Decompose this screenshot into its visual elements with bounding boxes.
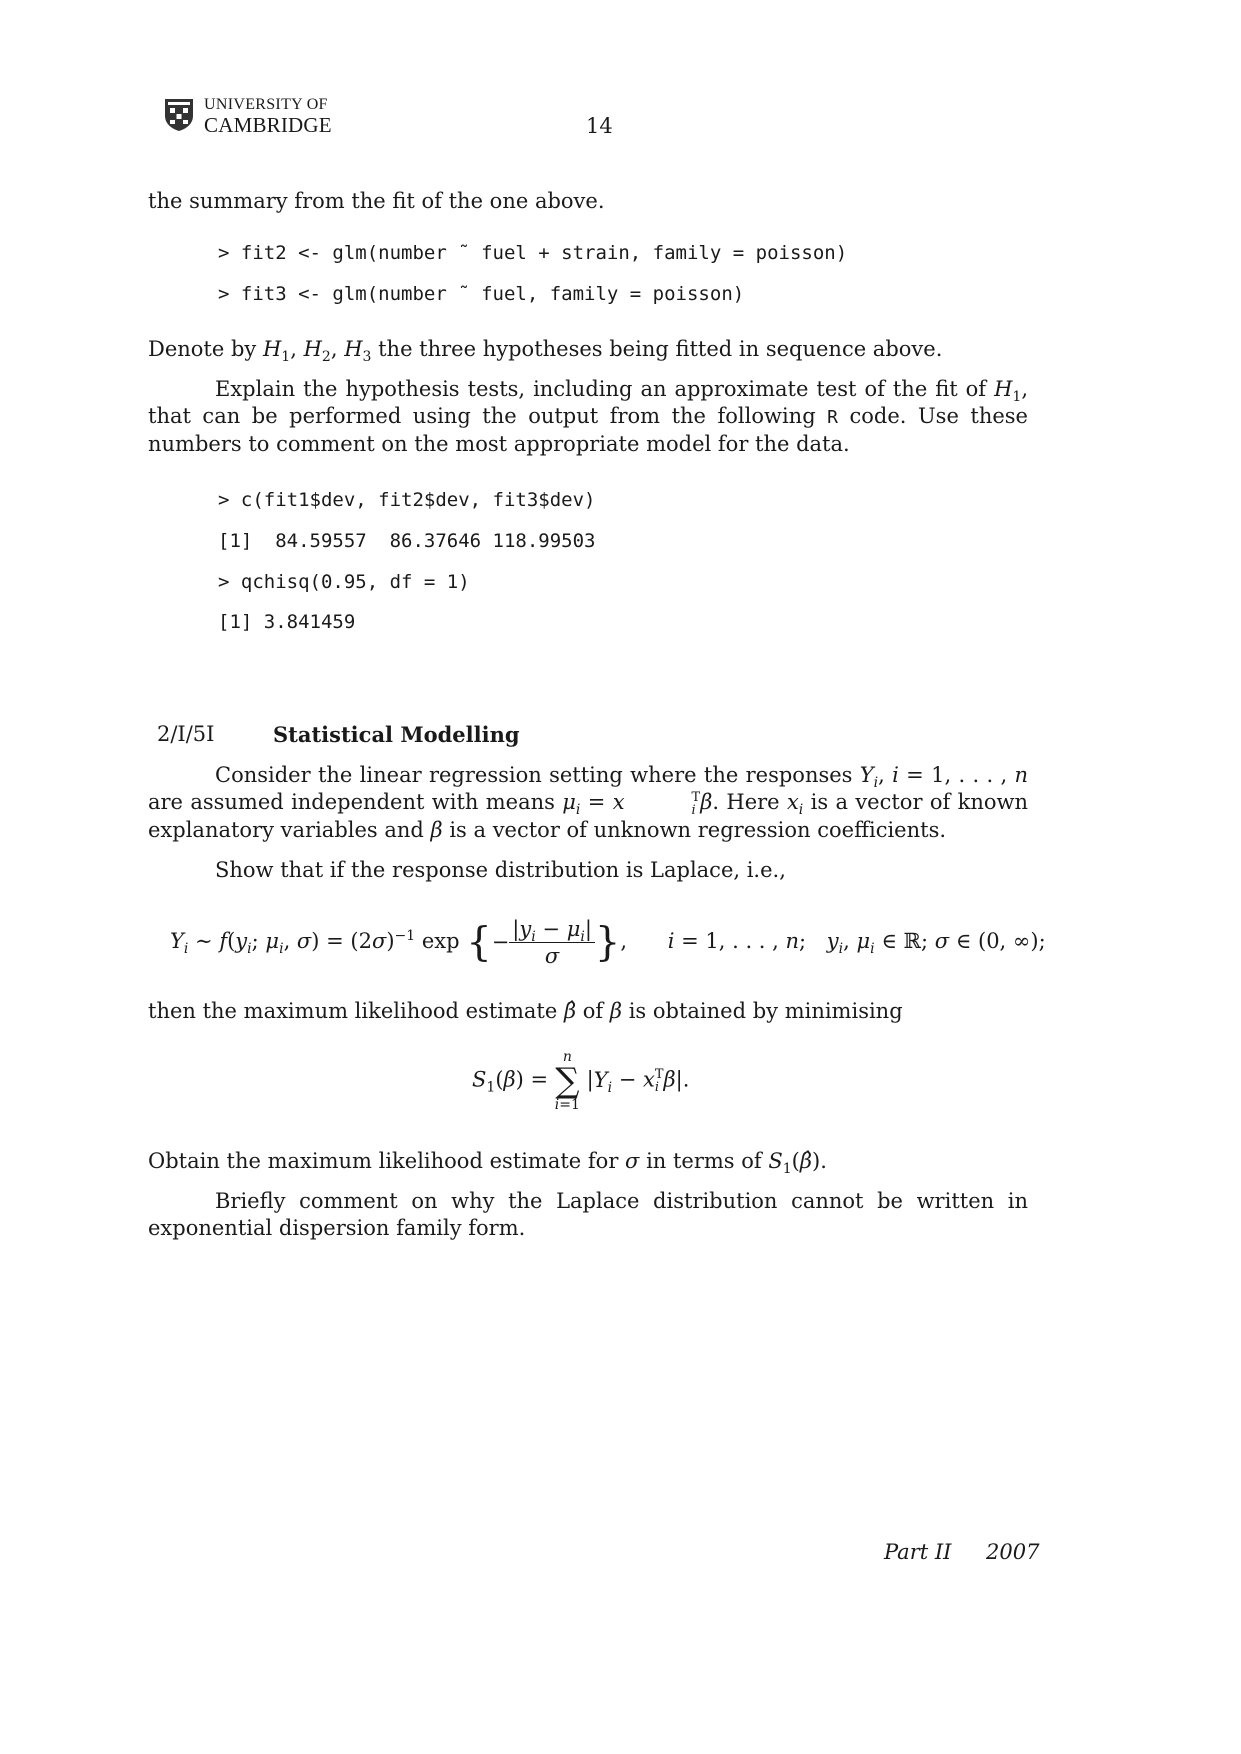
mle-paragraph: then the maximum likelihood estimate β̂ of β is obtained by minimising (148, 999, 903, 1023)
intro-text: the summary from the fit of the one above. (148, 189, 605, 213)
regression-setting-paragraph: Consider the linear regression setting where the responses $Y_i$, i = 1, . . . , n are assumed independent with means $\mu_i = x$ T i β. Here $x_i$ is a vector of known explanatory variables and β is a vector of unknown regression coefficients. (148, 763, 1028, 842)
footer-part: Part II (884, 1540, 952, 1564)
question-title: Statistical Modelling (273, 722, 520, 747)
institution-line2: CAMBRIDGE (204, 113, 332, 137)
laplace-comment-paragraph: Briefly comment on why the Laplace distribution cannot be written in exponential dispersion family form. (148, 1189, 1028, 1240)
code-line-qchisq-output: [1] 3.841459 (218, 611, 356, 633)
laplace-intro: Show that if the response distribution is Laplace, i.e., (215, 858, 786, 882)
question-number: 2/I/5I (157, 722, 215, 746)
code-line-fit3: > fit3 <- glm(number ˜ fuel, family = poisson) (218, 283, 745, 305)
university-logo (164, 96, 354, 136)
s1-equation: $S_1(\beta)$ = n ∑ i=1 $|Y_i - x$ T i β|. (472, 1049, 690, 1113)
institution-line1: UNIVERSITY OF (204, 96, 328, 113)
denote-text: Denote by $H_1$, $H_2$, $H_3$ the three hypotheses being fitted in sequence above. (148, 337, 943, 366)
code-line-deviance: > c(fit1$dev, fit2$dev, fit3$dev) (218, 489, 596, 511)
code-line-qchisq: > qchisq(0.95, df = 1) (218, 571, 470, 593)
sigma-mle-paragraph: Obtain the maximum likelihood estimate for σ in terms of $S_1(\betâ)$. (148, 1149, 827, 1178)
footer-year: 2007 (986, 1540, 1040, 1564)
page-number: 14 (586, 114, 613, 138)
crest-icon (164, 98, 194, 132)
code-line-deviance-output: [1] 84.59557 86.37646 118.99503 (218, 530, 596, 552)
laplace-density-equation: $Y_i$ ∼ $f(y_i$; $\mu_i$, $\sigma) = (2\sigma)^{-1}$ exp {− $\frac{|y_i - \mu_i|}{\sigma}$ }, i = 1, . . . , n; $y_i$, $\mu_i$ ∈ ℝ; σ ∈ (0, ∞); (170, 917, 1046, 968)
code-line-fit2: > fit2 <- glm(number ˜ fuel + strain, family = poisson) (218, 242, 848, 264)
explain-paragraph: Explain the hypothesis tests, including an approximate test of the fit of $H_1$, that can be performed using the output from the following R code. Use these numbers to comment on the most appropriate model for the data. (148, 377, 1028, 456)
